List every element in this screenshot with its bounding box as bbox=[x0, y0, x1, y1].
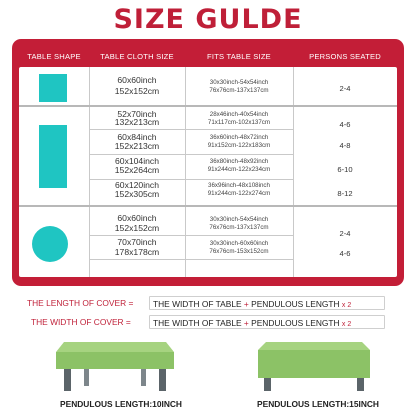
cloth-size-cm: 132x213cm bbox=[114, 117, 160, 127]
cloth-size-inch: 60x120inch bbox=[115, 180, 159, 190]
fit-size-inch: 30x30inch-54x54inch bbox=[209, 216, 269, 223]
pendulous-length-15-label: PENDULOUS LENGTH:15INCH bbox=[257, 399, 379, 409]
width-formula-box-wrap bbox=[149, 315, 385, 329]
width-formula-box bbox=[149, 315, 385, 329]
table-leg bbox=[141, 369, 146, 386]
width-formula-label: THE WIDTH OF COVER bbox=[31, 317, 124, 327]
cloth-size-cm: 152x264cm bbox=[114, 165, 160, 175]
cloth-size-inch: 70x70inch bbox=[117, 237, 157, 247]
table-with-long-cloth-illustration bbox=[254, 340, 374, 392]
fit-size-inch: 30x30inch-54x54inch bbox=[209, 79, 269, 86]
table-with-short-cloth-illustration bbox=[50, 340, 180, 392]
row-divider bbox=[89, 129, 293, 130]
equals-sign: = bbox=[128, 298, 134, 308]
group-divider bbox=[19, 105, 397, 107]
tablecloth-top bbox=[258, 342, 370, 350]
persons-seated: 8-12 bbox=[337, 189, 353, 198]
formula-table-width: THE WIDTH OF TABLE bbox=[153, 299, 242, 309]
table-leg bbox=[264, 378, 271, 391]
length-formula bbox=[27, 296, 133, 310]
row-divider bbox=[89, 235, 293, 236]
table-leg bbox=[64, 369, 71, 391]
fit-size-cm: 91x152cm-122x183cm bbox=[207, 142, 271, 149]
formula-table-width: THE WIDTH OF TABLE bbox=[153, 318, 242, 328]
fit-size-inch: 36x80inch-48x92inch bbox=[209, 158, 269, 165]
round-table-shape-icon bbox=[32, 226, 68, 262]
persons-seated: 4-6 bbox=[339, 249, 351, 258]
plus-sign: + bbox=[243, 318, 249, 328]
cloth-size-cm: 152x152cm bbox=[114, 223, 160, 233]
fit-size-cm: 76x76cm-137x137cm bbox=[209, 87, 269, 94]
persons-seated: 4-8 bbox=[339, 141, 351, 150]
table-leg bbox=[84, 369, 89, 386]
tablecloth-drape bbox=[258, 350, 370, 378]
width-formula bbox=[31, 315, 131, 329]
pendulous-length-10-label: PENDULOUS LENGTH:10INCH bbox=[60, 399, 182, 409]
multiplier: x 2 bbox=[341, 321, 352, 328]
cloth-size-inch: 60x60inch bbox=[117, 75, 157, 85]
persons-seated: 4-6 bbox=[339, 120, 351, 129]
header-table-shape: TABLE SHAPE bbox=[27, 52, 81, 61]
fit-size-cm: 91x244cm-122x274cm bbox=[207, 190, 271, 197]
persons-seated: 6-10 bbox=[337, 165, 353, 174]
length-formula-box bbox=[149, 296, 385, 310]
table-leg bbox=[357, 378, 364, 391]
fit-size-inch: 28x46inch-40x54inch bbox=[209, 111, 269, 118]
tablecloth-top bbox=[56, 342, 174, 352]
fit-size-inch: 30x30inch-60x60inch bbox=[209, 240, 269, 247]
cloth-size-inch: 60x104inch bbox=[115, 156, 159, 166]
header-table-cloth-size: TABLE CLOTH SIZE bbox=[100, 52, 174, 61]
cloth-size-cm: 152x213cm bbox=[114, 141, 160, 151]
persons-seated: 2-4 bbox=[339, 229, 351, 238]
length-formula-label: THE LENGTH OF COVER bbox=[27, 298, 127, 308]
fit-size-cm: 76x76cm-153x152cm bbox=[209, 248, 269, 255]
fit-size-inch: 36x96inch-48x108inch bbox=[208, 182, 270, 189]
group-divider bbox=[19, 205, 397, 207]
fit-size-inch: 36x60inch-48x72inch bbox=[209, 134, 269, 141]
cloth-size-cm: 152x305cm bbox=[114, 189, 160, 199]
plus-sign: + bbox=[243, 299, 249, 309]
cloth-size-inch: 52x70inch bbox=[117, 109, 157, 119]
persons-seated: 2-4 bbox=[339, 84, 351, 93]
formula-pendulous-length: PENDULOUS LENGTH bbox=[251, 318, 340, 328]
rectangle-table-shape-icon bbox=[39, 125, 67, 188]
cloth-size-cm: 178x178cm bbox=[114, 247, 160, 257]
tablecloth-drape bbox=[56, 352, 174, 369]
row-divider bbox=[89, 259, 293, 260]
formula-pendulous-length: PENDULOUS LENGTH bbox=[251, 299, 340, 309]
cloth-size-inch: 60x60inch bbox=[117, 213, 157, 223]
row-divider bbox=[89, 154, 293, 155]
cloth-size-cm: 152x152cm bbox=[114, 86, 160, 96]
length-formula-box-wrap bbox=[149, 296, 385, 310]
multiplier: x 2 bbox=[341, 302, 352, 309]
header-fits-table-size: FITS TABLE SIZE bbox=[207, 52, 271, 61]
page-title: SIZE GULDE bbox=[113, 4, 303, 35]
header-persons-seated: PERSONS SEATED bbox=[309, 52, 381, 61]
fit-size-cm: 76x76cm-137x137cm bbox=[209, 224, 269, 231]
fit-size-cm: 71x117cm-102x137cm bbox=[207, 119, 271, 126]
table-leg bbox=[159, 369, 166, 391]
square-table-shape-icon bbox=[39, 74, 67, 102]
cloth-size-inch: 60x84inch bbox=[117, 132, 157, 142]
equals-sign: = bbox=[125, 317, 131, 327]
fit-size-cm: 91x244cm-122x234cm bbox=[207, 166, 271, 173]
